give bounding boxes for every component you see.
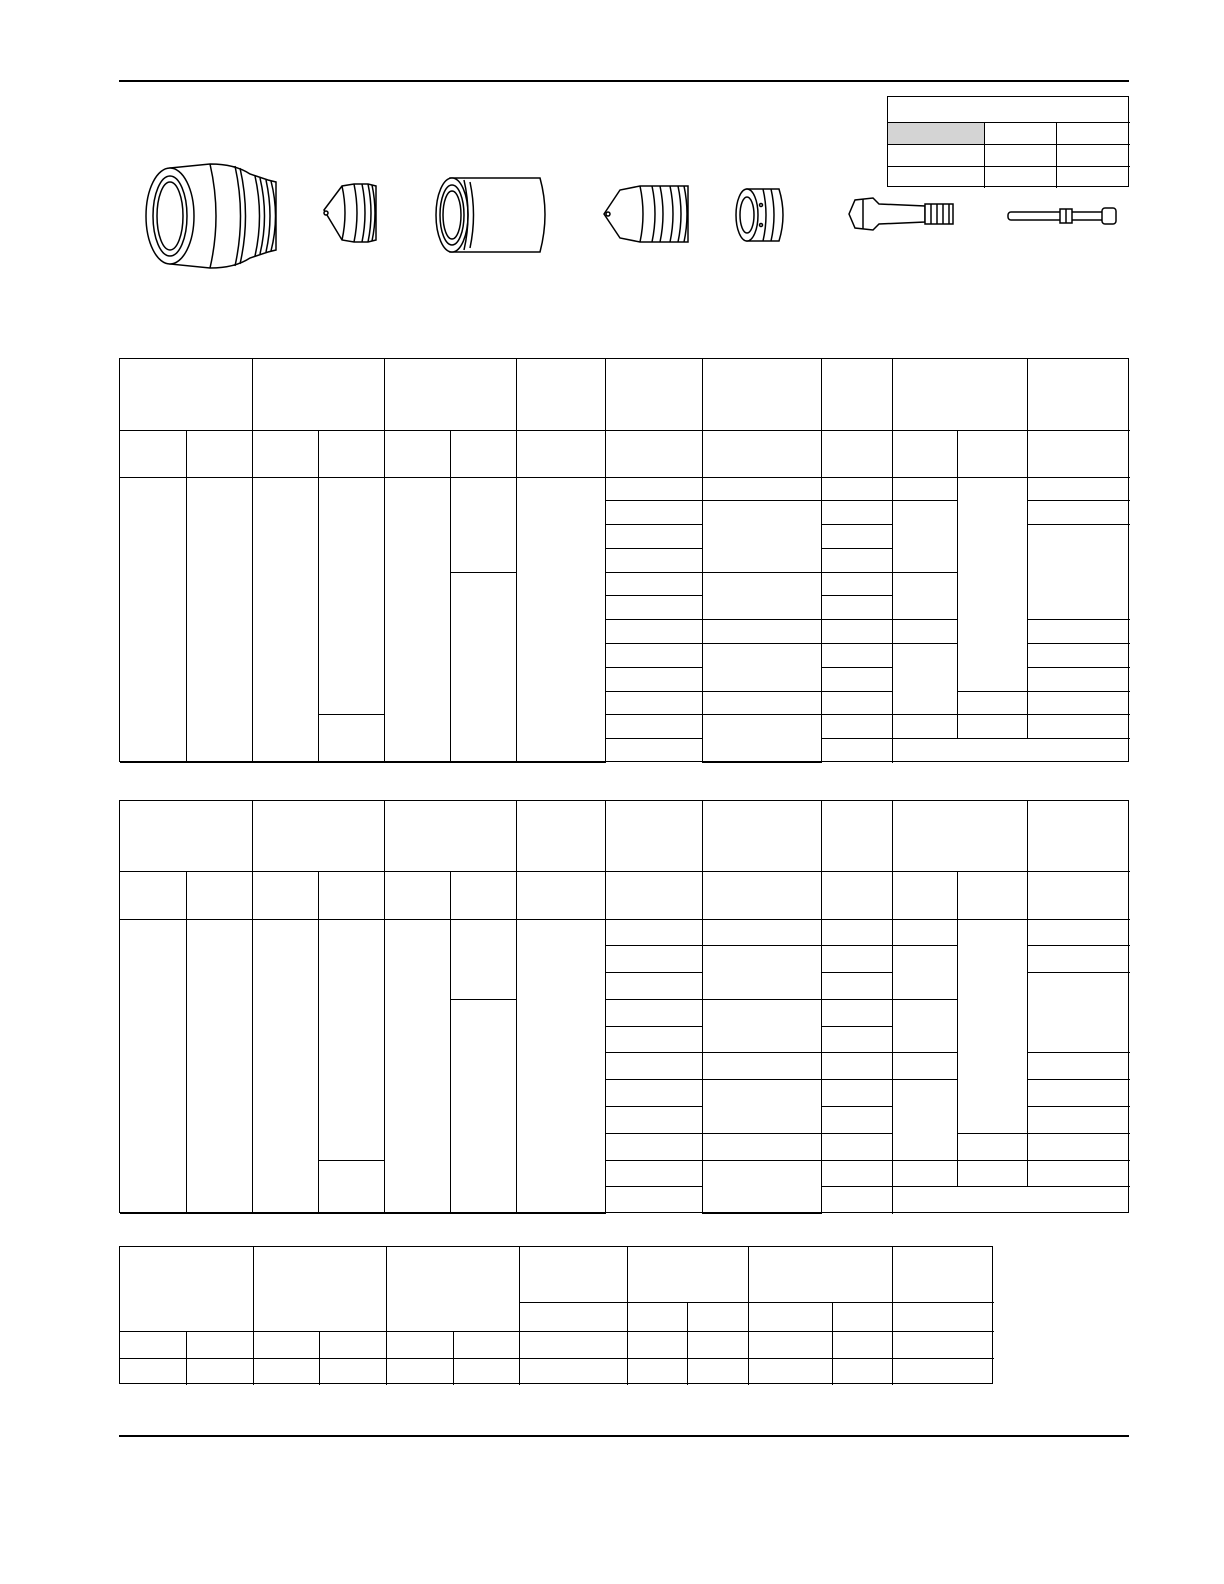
table-cell [605,1053,702,1080]
table-cell [519,1331,627,1358]
table-cell [821,1160,892,1187]
table-cell [821,1053,892,1080]
table-cell [702,715,821,763]
table-cell [702,946,821,1000]
subheader-cell [384,871,450,919]
table-cell [450,919,516,999]
table-cell [253,1331,319,1358]
table-cell [605,572,702,596]
subheader-cell [186,871,252,919]
table-cell [605,1160,702,1187]
table-cell [821,1107,892,1134]
table-cell [892,715,957,739]
table-cell [821,1080,892,1107]
table-cell [605,525,702,549]
subheader-cell [702,430,821,477]
water-tube-icon [1006,204,1120,228]
header-cell [519,1247,627,1302]
consumables-table-1 [119,358,1129,762]
table-cell [1027,715,1130,739]
header-cell [1027,359,1130,430]
table-cell [957,1133,1027,1160]
table-cell [821,525,892,549]
table-cell [892,477,957,501]
retaining-cap-icon [430,172,552,257]
inner-nozzle-icon [600,180,692,250]
subheader-cell [120,871,186,919]
legend-header [888,97,1130,122]
table-cell [1027,973,1130,1053]
swirl-ring-icon [733,185,789,245]
table-cell [957,715,1027,739]
subheader-cell [1027,871,1130,919]
table-cell [892,1160,957,1187]
table-cell [821,477,892,501]
subheader-cell [450,430,516,477]
legend-cell [1056,166,1130,188]
table-cell [892,1080,957,1160]
subheader-cell [186,430,252,477]
table-cell [821,501,892,525]
table-cell [186,1358,253,1385]
subheader-cell [252,430,318,477]
table-cell [120,919,186,1214]
table-cell [748,1358,832,1385]
table-cell [186,1331,253,1358]
table-cell [821,667,892,691]
header-cell [516,801,605,871]
table-cell [120,1331,186,1358]
table-cell [821,946,892,973]
table-cell [748,1331,832,1358]
table-cell [892,1358,994,1385]
table-cell [605,715,702,739]
table-cell [605,667,702,691]
header-cell [702,801,821,871]
table-cell [605,999,702,1026]
table-cell [1027,1053,1130,1080]
header-cell [748,1247,892,1302]
legend-cell [888,144,984,166]
table-cell [1027,1080,1130,1107]
table-cell [186,919,252,1214]
header-cell [120,1247,253,1331]
table-cell [1027,620,1130,644]
table-cell [120,477,186,763]
table-cell [318,715,384,763]
table-cell [605,644,702,668]
table-cell [605,1107,702,1134]
table-cell [1027,477,1130,501]
table-cell [702,691,821,715]
subheader-cell [687,1302,748,1331]
table-cell [384,477,450,763]
header-cell [1027,801,1130,871]
consumables-table-3 [119,1246,993,1384]
subheader-cell [957,871,1027,919]
subheader-cell [605,871,702,919]
subheader-cell [318,871,384,919]
table-cell [821,999,892,1026]
legend-cell [984,166,1056,188]
table-cell [957,1160,1027,1187]
shield-cap-icon [140,160,285,272]
table-cell [892,572,957,620]
table-cell [702,477,821,501]
table-cell [319,1358,386,1385]
header-cell [627,1247,748,1302]
table-cell [702,1160,821,1214]
header-cell [892,1247,994,1302]
table-cell [821,596,892,620]
table-cell [1027,644,1130,668]
subheader-cell [519,1302,627,1331]
table-cell [702,999,821,1053]
subheader-cell [892,430,957,477]
table-cell [252,477,318,763]
subheader-cell [450,871,516,919]
table-cell [318,477,384,715]
header-cell [702,359,821,430]
header-cell [384,801,516,871]
consumables-table-2 [119,800,1129,1213]
table-cell [453,1358,519,1385]
header-cell [120,359,252,430]
table-cell [1027,919,1130,946]
subheader-cell [957,430,1027,477]
table-cell [253,1358,319,1385]
table-cell [821,973,892,1000]
table-cell [319,1331,386,1358]
table-cell [702,501,821,572]
table-cell [892,1331,994,1358]
table-cell [702,644,821,692]
header-cell [386,1247,519,1331]
subheader-cell [892,871,957,919]
header-cell [253,1247,386,1331]
table-cell [605,501,702,525]
table-cell [821,739,892,763]
table-cell [519,1358,627,1385]
table-cell [627,1358,687,1385]
table-cell [821,919,892,946]
table-cell [892,501,957,572]
table-cell [832,1331,892,1358]
table-cell [892,999,957,1053]
table-cell [516,477,605,763]
table-cell [1027,667,1130,691]
table-cell [1027,946,1130,973]
table-cell [605,620,702,644]
table-cell [605,596,702,620]
legend-table [887,96,1129,187]
table-cell [450,999,516,1213]
table-cell [384,919,450,1214]
subheader-cell [384,430,450,477]
table-cell [821,620,892,644]
header-cell [605,359,702,430]
table-cell [1027,501,1130,525]
table-cell [892,620,957,644]
table-cell [252,919,318,1214]
table-cell [318,1160,384,1214]
table-cell [702,620,821,644]
nozzle-icon [318,180,382,246]
table-cell [821,1187,892,1214]
header-cell [120,801,252,871]
table-cell [821,548,892,572]
subheader-cell [892,1302,994,1331]
legend-cell [984,144,1056,166]
header-cell [892,801,1027,871]
header-cell [252,359,384,430]
table-cell [892,1053,957,1080]
table-cell [687,1358,748,1385]
table-cell [605,548,702,572]
table-cell [186,477,252,763]
table-cell [605,1187,702,1214]
electrode-icon [845,192,957,236]
table-cell [892,919,957,946]
table-cell [957,691,1027,715]
table-cell [605,691,702,715]
header-cell [821,359,892,430]
table-cell [605,919,702,946]
subheader-cell [516,871,605,919]
table-cell [605,1133,702,1160]
table-cell [1027,1133,1130,1160]
table-cell [453,1331,519,1358]
table-cell [605,477,702,501]
footer-rule [119,1435,1129,1437]
table-cell [702,1053,821,1080]
header-cell [516,359,605,430]
table-cell [1027,691,1130,715]
table-cell [702,572,821,620]
table-cell [702,1080,821,1134]
table-cell [687,1331,748,1358]
subheader-cell [318,430,384,477]
table-cell [605,1026,702,1053]
table-cell [605,973,702,1000]
subheader-cell [832,1302,892,1331]
table-cell [702,1133,821,1160]
table-cell [386,1331,453,1358]
table-cell [892,644,957,715]
table-cell [892,946,957,1000]
subheader-cell [120,430,186,477]
table-cell [821,1133,892,1160]
table-cell [821,715,892,739]
table-cell [821,644,892,668]
subheader-cell [252,871,318,919]
table-cell [821,691,892,715]
subheader-cell [821,871,892,919]
subheader-cell [702,871,821,919]
subheader-cell [821,430,892,477]
legend-cell [984,122,1056,144]
table-cell [605,739,702,763]
legend-cell [1056,122,1130,144]
table-cell [957,477,1027,691]
table-cell [1027,525,1130,620]
table-cell [821,1026,892,1053]
table-cell [605,1080,702,1107]
table-cell [318,919,384,1160]
table-cell [120,1358,186,1385]
legend-highlight-cell [888,122,984,144]
table-cell [957,919,1027,1133]
table-cell [1027,1107,1130,1134]
header-rule [119,80,1129,82]
table-cell [892,739,1130,763]
table-cell [832,1358,892,1385]
subheader-cell [748,1302,832,1331]
header-cell [605,801,702,871]
legend-cell [1056,144,1130,166]
subheader-cell [605,430,702,477]
table-cell [605,946,702,973]
table-cell [516,919,605,1214]
table-cell [702,919,821,946]
table-cell [450,572,516,762]
table-cell [450,477,516,572]
table-cell [386,1358,453,1385]
table-cell [892,1187,1130,1214]
header-cell [821,801,892,871]
subheader-cell [1027,430,1130,477]
table-cell [627,1331,687,1358]
table-cell [821,572,892,596]
header-cell [892,359,1027,430]
header-cell [384,359,516,430]
legend-cell [888,166,984,188]
header-cell [252,801,384,871]
subheader-cell [627,1302,687,1331]
table-cell [1027,1160,1130,1187]
subheader-cell [516,430,605,477]
